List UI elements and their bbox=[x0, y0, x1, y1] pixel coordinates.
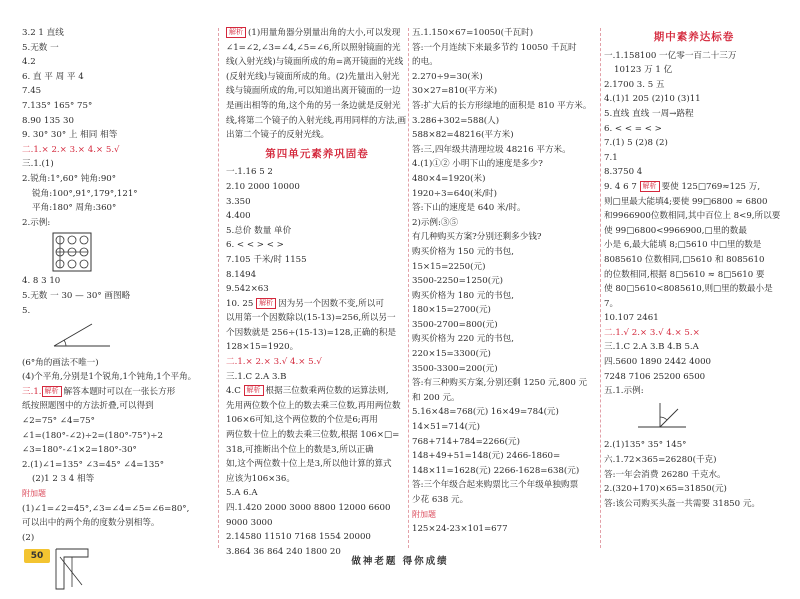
answer-line: 四.5600 1890 2442 4000 bbox=[604, 357, 712, 368]
answer-line: 180×15=2700(元) bbox=[412, 305, 491, 316]
section-title: 期中素养达标卷 bbox=[653, 31, 735, 43]
angle-drawing-icon bbox=[52, 320, 112, 348]
answer-line: 318,可推断出个位上的数是3,所以正确 bbox=[226, 444, 374, 455]
answer-line: 2.示例: bbox=[22, 217, 51, 228]
answer-line: 588×82=48216(平方米) bbox=[412, 130, 514, 141]
analysis-tag: 解析 bbox=[256, 298, 276, 309]
answer-line: 二.1.× 2.× 3.√ 4.× 5.√ bbox=[226, 357, 322, 368]
answer-line: 128×15=1920。 bbox=[226, 342, 299, 353]
answer-line: 使 99□6800<9966900,□里的数最 bbox=[604, 225, 747, 236]
answer-line: 六.1.72×365=26280(千克) bbox=[604, 455, 717, 466]
answer-line: 购买价格为 180 元的书包, bbox=[412, 290, 514, 301]
answer-line: 购买价格为 220 元的书包, bbox=[412, 334, 514, 345]
answer-line: 四.1.420 2000 3000 8800 12000 6600 bbox=[226, 503, 391, 513]
answer-line: 148+49+51=148(元) 2466-1860= bbox=[412, 451, 561, 462]
section-title: 第四单元素养巩固卷 bbox=[265, 147, 369, 160]
answer-line: 15×15=2250(元) bbox=[412, 261, 486, 272]
answer-line: 使 80□5610<8085610,则□里的数最小是 bbox=[604, 284, 773, 295]
answer-line: 220×15=3300(元) bbox=[412, 349, 491, 360]
answer-line: 答:下山的速度是 640 米/时。 bbox=[412, 203, 526, 214]
answer-line: 5.无数 一 bbox=[22, 42, 59, 53]
answer-line: 10123 万 1 亿 bbox=[614, 65, 673, 76]
answer-line: 3500-3300=200(元) bbox=[412, 363, 498, 374]
answer-line: ∠2=75° ∠4=75° bbox=[22, 416, 95, 427]
answer-line: 个因数就是 256÷(15-13)=128,正确的积是 bbox=[226, 327, 397, 338]
answer-line: 三.1.C 2.A 3.B 4.B 5.A bbox=[604, 342, 699, 353]
answer-line: 五.1.150×67=10050(千瓦时) bbox=[412, 28, 534, 38]
analysis-tag: 解析 bbox=[226, 27, 246, 38]
answer-line: 两位数十位上的数去乘三位数,根据 106×□= bbox=[226, 430, 400, 441]
answer-line: 6. 直 平 周 平 4 bbox=[22, 71, 84, 82]
answer-line: 14×51=714(元) bbox=[412, 422, 480, 433]
answer-line: 2.1700 3. 5 五 bbox=[604, 79, 665, 90]
answer-line: 3.864 36 864 240 1800 20 bbox=[226, 546, 341, 557]
answer-line: 2.270÷9=30(米) bbox=[412, 71, 483, 82]
answer-line: 有几种购买方案?分别还剩多少钱? bbox=[412, 232, 542, 243]
angle-figure bbox=[52, 320, 218, 354]
page-number: 50 bbox=[24, 549, 50, 563]
answer-line: 5.总价 数量 单价 bbox=[226, 225, 292, 236]
answer-line: 三.1.C 2.A 3.B bbox=[226, 371, 287, 382]
column-2 bbox=[226, 26, 408, 559]
answer-line: 7.(1) 5 (2)8 (2) bbox=[604, 138, 668, 149]
answer-line: 7。 bbox=[604, 298, 619, 309]
answer-line: 5.直线 直线 一周→路程 bbox=[604, 108, 694, 119]
dot-grid-icon bbox=[52, 232, 92, 272]
answer-line: 2.(1)∠1=135° ∠3=45° ∠4=135° bbox=[22, 459, 165, 470]
footer-motto: 做神老题 得你成绩 bbox=[351, 556, 449, 567]
answer-line: 锐角:100°,91°,179°,121° bbox=[32, 188, 138, 199]
answer-line: 3.350 bbox=[226, 196, 251, 207]
strip-figure bbox=[52, 547, 218, 597]
answer-line: 10. 25 bbox=[226, 298, 254, 309]
folded-strip-icon bbox=[52, 547, 92, 591]
answer-line: 1920÷3=640(米/时) bbox=[412, 188, 497, 199]
answer-line: 4.C bbox=[226, 386, 241, 397]
answer-line: 8.3750 4 bbox=[604, 167, 643, 178]
answer-line: 125×24-23×101=677 bbox=[412, 524, 508, 535]
analysis-tag: 解析 bbox=[42, 386, 62, 397]
answer-line: 3.286+302=588(人) bbox=[412, 115, 500, 126]
answer-line: 10.107 2461 bbox=[604, 313, 659, 324]
answer-line: 五.1.示例: bbox=[604, 386, 644, 397]
answer-line: 则□里最大能填4;要使 99□6800 ≈ 6800 bbox=[604, 196, 768, 207]
answer-line: 答:三,四年级共清理垃圾 48216 平方米。 bbox=[412, 144, 571, 155]
answer-line: 480×4=1920(米) bbox=[412, 173, 486, 184]
answer-line: 5.无数 一 30 — 30° 画图略 bbox=[22, 290, 131, 301]
answer-line: 5.A 6.A bbox=[226, 488, 258, 499]
answer-line: (4)个平角,分别是1个锐角,1个钝角,1个平角。 bbox=[22, 372, 197, 383]
answer-line: 5.16×48=768(元) 16×49=784(元) bbox=[412, 407, 559, 418]
analysis-tag: 解析 bbox=[244, 385, 264, 396]
answer-line: 解答本题时可以在一张长方形 bbox=[63, 386, 176, 397]
answer-line: 答:有三种购买方案,分别还剩 1250 元,800 元 bbox=[412, 378, 588, 389]
answer-line: 纸按照题图中的方法折叠,可以得到 bbox=[22, 401, 154, 412]
answer-line: (6°角的画法不唯一) bbox=[22, 357, 99, 368]
answer-line: 先用两位数个位上的数去乘三位数,再用两位数 bbox=[226, 400, 401, 411]
answer-line: 148×11=1628(元) 2266-1628=638(元) bbox=[412, 465, 580, 476]
answer-line: 7.135° 165° 75° bbox=[22, 100, 93, 111]
answer-line: 2.10 2000 10000 bbox=[226, 181, 300, 192]
answer-line: 答:一个月连续下来最多节约 10050 千瓦时 bbox=[412, 42, 577, 53]
answer-line: 二.1.√ 2.× 3.√ 4.× 5.× bbox=[604, 327, 700, 338]
extra-question-label: 附加题 bbox=[412, 509, 436, 519]
column-1 bbox=[22, 26, 218, 599]
angle-drawing-icon bbox=[634, 401, 690, 431]
column-divider bbox=[408, 28, 409, 548]
answer-line: 答:一年会消费 26280 千克水。 bbox=[604, 469, 726, 480]
answer-line: 答:该公司购买头盔一共需要 31850 元。 bbox=[604, 498, 761, 509]
answer-line: 应该为106×36。 bbox=[226, 473, 295, 484]
answer-line: 三.1. bbox=[22, 386, 42, 397]
answer-line: 少花 638 元。 bbox=[412, 495, 469, 505]
answer-line: 平角:180° 周角:360° bbox=[32, 203, 117, 214]
answer-line: 小是 6,最大能填 8;□5610 中□里的数是 bbox=[604, 240, 762, 251]
answer-line: 9. 4 6 7 bbox=[604, 181, 637, 192]
answer-line: 3500-2250=1250(元) bbox=[412, 276, 504, 287]
answer-line: 4.2 bbox=[22, 57, 36, 68]
column-4 bbox=[604, 26, 784, 511]
answer-line: 8.1494 bbox=[226, 269, 257, 280]
answer-line: 2.(320+170)×65=31850(元) bbox=[604, 484, 727, 495]
answer-line: 2)示例:③⑤ bbox=[412, 217, 459, 228]
answer-line: 8.90 135 30 bbox=[22, 115, 74, 126]
answer-line: 购买价格为 150 元的书包, bbox=[412, 246, 514, 257]
answer-line: 和 200 元。 bbox=[412, 392, 460, 403]
answer-line: 要使 125□769≈125 万, bbox=[661, 181, 761, 192]
column-3 bbox=[412, 26, 602, 537]
answer-line: 4. 8 3 10 bbox=[22, 276, 61, 287]
answer-line: 5. bbox=[22, 305, 31, 316]
answer-line: 的电。 bbox=[412, 57, 438, 68]
answer-line: 答:扩大后的长方形绿地的面积是 810 平方米。 bbox=[412, 100, 592, 111]
answer-line: 因为另一个因数不变,所以可 bbox=[278, 298, 384, 309]
answer-line: 6. < < > < > bbox=[226, 240, 284, 251]
answer-line: 根据三位数乘两位数的运算法则, bbox=[265, 386, 389, 397]
answer-line: 2.锐角:1°,60° 钝角:90° bbox=[22, 173, 117, 184]
answer-line: 9000 3000 bbox=[226, 517, 273, 528]
answer-line: 106×6可知,这个两位数的个位是6;再用 bbox=[226, 415, 378, 426]
answer-line: 一.1.158100 一亿零一百二十三万 bbox=[604, 50, 737, 61]
column-divider bbox=[218, 28, 219, 548]
extra-question-label: 附加题 bbox=[22, 489, 46, 499]
answer-line: 2.14580 11510 7168 1554 20000 bbox=[226, 532, 371, 543]
answer-line: 4.400 bbox=[226, 211, 251, 222]
answer-line: 7.1 bbox=[604, 152, 618, 163]
answer-line: 三.1.(1) bbox=[22, 159, 54, 170]
answer-line: 9. 30° 30° 上 相同 相等 bbox=[22, 130, 118, 141]
answer-line: 2.(1)135° 35° 145° bbox=[604, 440, 687, 451]
answer-line: 一.1.16 5 2 bbox=[226, 167, 273, 178]
answer-line: 以用第一个因数除以(15-13)=256,所以另一 bbox=[226, 313, 396, 324]
analysis-tag: 解析 bbox=[640, 181, 660, 192]
answer-line: 6. < < = < > bbox=[604, 123, 662, 134]
answer-line: 8085610 位数相同,□5610 和 8085610 bbox=[604, 254, 765, 265]
answer-line: 的位数相同,根据 8□5610 ≈ 8□5610 要 bbox=[604, 269, 765, 280]
answer-line: 768+714+784=2266(元) bbox=[412, 436, 520, 447]
answer-line: 7.105 千米/时 1155 bbox=[226, 254, 307, 265]
answer-line: 7.45 bbox=[22, 86, 42, 97]
answer-line: 可以出中的两个角的度数分别相等。 bbox=[22, 518, 160, 529]
answer-line: 9.542×63 bbox=[226, 284, 269, 295]
answer-line: 3.2 1 直线 bbox=[22, 28, 64, 38]
answer-line: 30×27=810(平方米) bbox=[412, 86, 498, 97]
answer-line: 7248 7106 25200 6500 bbox=[604, 371, 706, 382]
angle-figure bbox=[634, 401, 784, 437]
answer-line: 二.1.× 2.× 3.× 4.× 5.√ bbox=[22, 144, 120, 155]
answer-line: (1)∠1=∠2=45°,∠3=∠4=∠5=∠6=80°, bbox=[22, 503, 190, 514]
answer-line: 和9966900位数相同,其中百位上 8<9,所以要 bbox=[604, 211, 781, 222]
answer-line: 答:三个年级合起来购票比三个年级单独购票 bbox=[412, 480, 579, 491]
answer-line: 3500-2700=800(元) bbox=[412, 319, 498, 330]
answer-line: (2)1 2 3 4 相等 bbox=[32, 474, 95, 485]
answer-line: 如,这个两位数十位上是3,所以他计算的算式 bbox=[226, 459, 392, 470]
answer-line: 4.(1)1 205 (2)10 (3)11 bbox=[604, 94, 701, 105]
answer-line: (2) bbox=[22, 532, 35, 543]
analysis-paragraph: (1)用量角器分别量出角的大小,可以发现∠1=∠2,∠3=∠4,∠5=∠6,所以照射镜面的光线(入射光线)与镜面所成的角=离开镜面的光线(反射光线)与镜面所成的角。(2)先量出入射光线与镜面所成的角,可以知道出离开镜面的一边是画出相等的角,这个角的另一条边就是反射光线,将第二个镜子的入射光线,再用同样的方法,画出第二个镜子的反射光线。 bbox=[226, 28, 407, 141]
answer-line: ∠3=180°-∠1×2=180°-30° bbox=[22, 445, 137, 456]
dot-grid-figure bbox=[52, 232, 218, 272]
answer-line: 4.(1)①② 小明下山的速度是多少? bbox=[412, 159, 543, 170]
answer-line: ∠1=(180°-∠2)÷2=(180°-75°)÷2 bbox=[22, 430, 163, 441]
